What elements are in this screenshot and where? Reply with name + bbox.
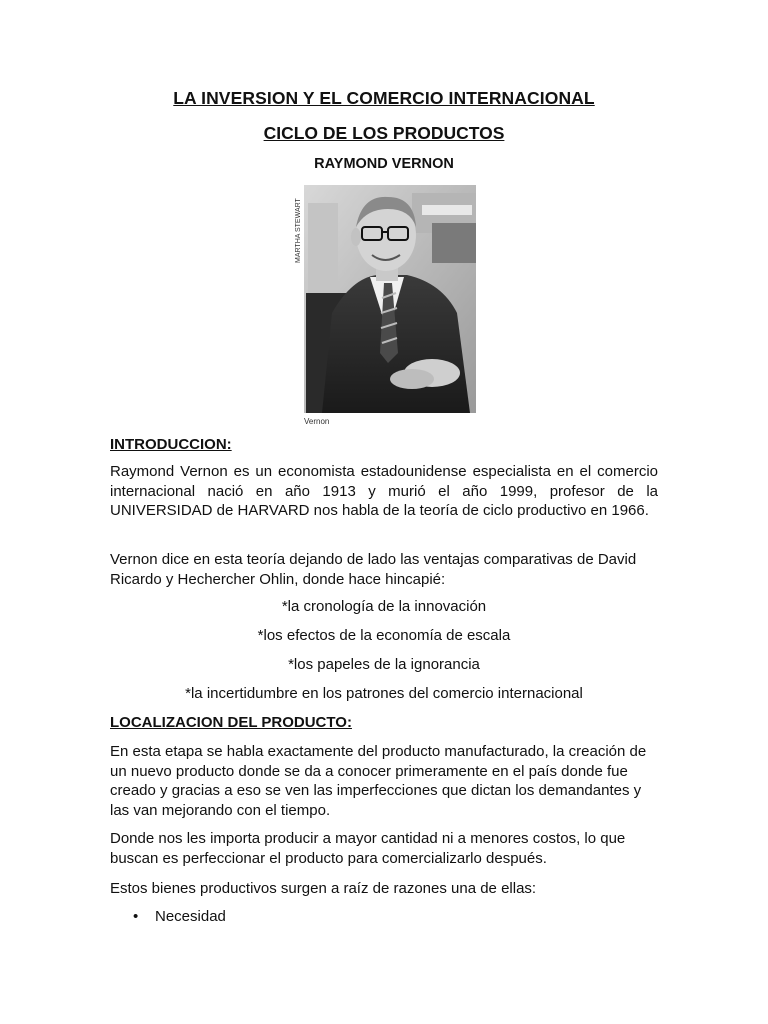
localizacion-paragraph-1: En esta etapa se habla exactamente del producto manufacturado, la creación de un nuevo producto donde se da a conocer primeramente en el país donde fue creado y gracias a eso se ven las imperfecciones que dictan los demandantes y las van mejorando con el tiempo. — [110, 743, 647, 820]
intro-point-3: *los papeles de la ignorancia — [288, 656, 480, 673]
intro-point-2: *los efectos de la economía de escala — [257, 627, 511, 644]
photo-credit: MARTHA STEWART — [295, 198, 302, 263]
author-name: RAYMOND VERNON — [314, 156, 454, 172]
bullet-icon: • — [133, 908, 139, 925]
photo-caption: Vernon — [304, 417, 330, 426]
intro-point-4: *la incertidumbre en los patrones del comercio internacional — [185, 685, 583, 702]
localizacion-heading: LOCALIZACION DEL PRODUCTO: — [110, 714, 352, 731]
intro-paragraph-2: Vernon dice en esta teoría dejando de lado las ventajas comparativas de David Ricardo y Hechercher Ohlin, donde hace hincapié: — [110, 551, 637, 588]
intro-paragraph-1: Raymond Vernon es un economista estadounidense especialista en el comercio internacional nació en año 1913 y murió el año 1999, profesor de la UNIVERSIDAD de HARVARD nos habla de la teoría de ciclo productivo en 1966. — [110, 463, 658, 520]
document-subtitle: CICLO DE LOS PRODUCTOS — [263, 123, 505, 143]
list-item — [133, 908, 226, 925]
author-photo — [292, 183, 478, 428]
intro-point-1: *la cronología de la innovación — [281, 598, 487, 615]
bullet-text-necesidad: Necesidad — [155, 908, 226, 925]
portrait-image — [292, 183, 478, 428]
localizacion-paragraph-2: Donde nos les importa producir a mayor cantidad ni a menores costos, lo que buscan es perfeccionar el producto para comercializarlo después. — [110, 830, 626, 867]
document-title: LA INVERSION Y EL COMERCIO INTERNACIONAL — [173, 88, 595, 108]
localizacion-paragraph-3: Estos bienes productivos surgen a raíz de razones una de ellas: — [110, 880, 537, 897]
intro-heading: INTRODUCCION: — [110, 436, 232, 453]
